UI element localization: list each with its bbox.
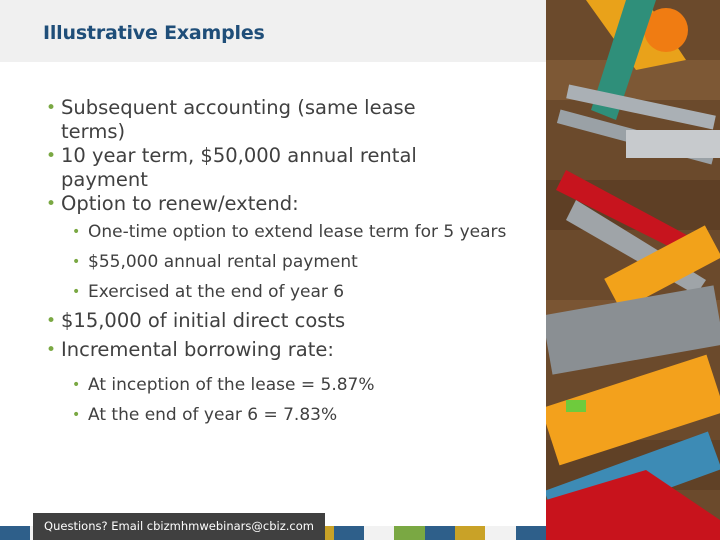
sub-bullet-item — [43, 404, 538, 426]
bullet-icon: • — [46, 146, 57, 166]
footer-contact: Questions? Email cbizmhmwebinars@cbiz.com — [33, 513, 325, 540]
title-bar — [0, 0, 546, 62]
sub-bullet-item — [43, 374, 538, 396]
bullet-icon: • — [46, 340, 57, 360]
bullet-item — [43, 192, 481, 216]
bullet-icon: • — [46, 98, 57, 118]
sub-bullet-item — [43, 221, 508, 243]
bullet-text: Option to renew/extend: — [61, 192, 299, 215]
sub-bullet-icon: • — [72, 224, 81, 240]
sub-bullet-icon: • — [72, 377, 81, 393]
bullet-icon: • — [46, 194, 57, 214]
sub-bullet-item — [43, 251, 538, 273]
sub-bullet-text: One-time option to extend lease term for 5 years — [88, 222, 507, 242]
sub-bullet-icon: • — [72, 254, 81, 270]
bullet-text: 10 year term, $50,000 annual rental payment — [61, 144, 417, 191]
bullet-item — [43, 338, 511, 362]
bullet-text: $15,000 of initial direct costs — [61, 309, 346, 332]
bullet-item — [43, 96, 461, 144]
slide-body — [43, 96, 543, 426]
tools-photo — [546, 0, 720, 540]
bullet-item — [43, 309, 511, 333]
sub-bullet-item — [43, 281, 538, 303]
sub-bullet-text: Exercised at the end of year 6 — [88, 282, 345, 302]
sub-bullet-text: $55,000 annual rental payment — [88, 252, 358, 272]
sub-bullet-text: At the end of year 6 = 7.83% — [88, 405, 338, 425]
sub-bullet-icon: • — [72, 407, 81, 423]
bullet-icon: • — [46, 311, 57, 331]
sub-bullet-icon: • — [72, 284, 81, 300]
bullet-item — [43, 144, 461, 192]
slide-title: Illustrative Examples — [43, 22, 265, 44]
bullet-text: Incremental borrowing rate: — [61, 338, 334, 361]
sub-bullet-text: At inception of the lease = 5.87% — [88, 375, 375, 395]
tools-image — [546, 0, 720, 540]
bullet-text: Subsequent accounting (same lease terms) — [61, 96, 416, 143]
